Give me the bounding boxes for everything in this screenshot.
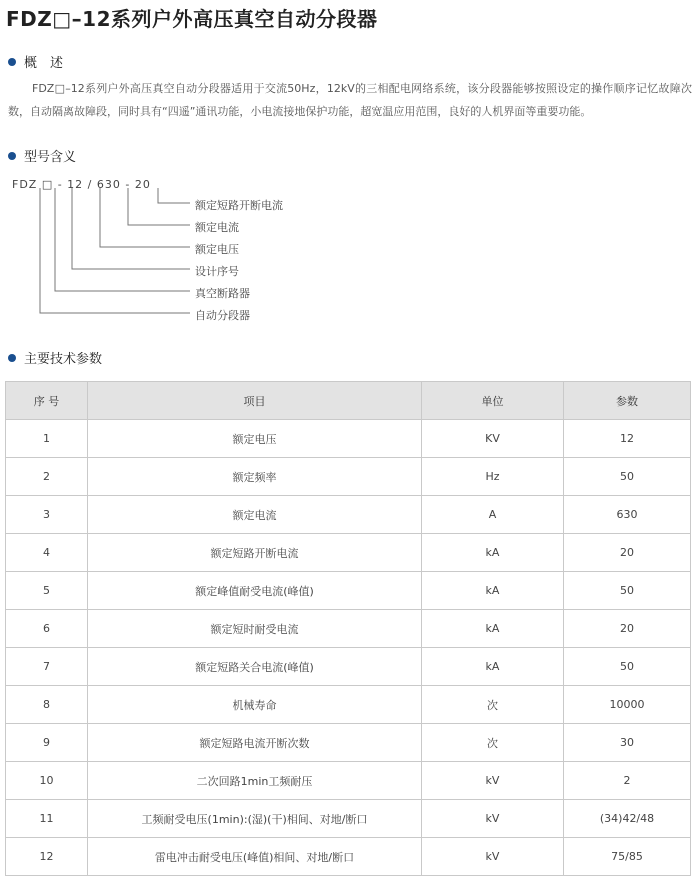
table-row [6, 724, 691, 762]
cell-unit: kV [422, 762, 564, 800]
cell-index: 12 [6, 838, 88, 876]
cell-unit: A [422, 496, 564, 534]
table-row [6, 800, 691, 838]
model-line [158, 188, 190, 203]
cell-item: 机械寿命 [88, 686, 422, 724]
cell-unit: 次 [422, 686, 564, 724]
cell-value: 30 [564, 724, 691, 762]
cell-index: 8 [6, 686, 88, 724]
cell-value: 50 [564, 572, 691, 610]
col-header-unit: 单位 [422, 382, 564, 420]
model-label: 额定电流 [195, 221, 239, 234]
bullet-icon [8, 354, 16, 362]
params-heading-text: 主要技术参数 [24, 352, 103, 367]
cell-item: 工频耐受电压(1min):(湿)(干)相间、对地/断口 [88, 800, 422, 838]
cell-index: 2 [6, 458, 88, 496]
bullet-icon [8, 152, 16, 160]
model-line [100, 188, 190, 247]
cell-value: (34)42/48 [564, 800, 691, 838]
model-diagram-lines [0, 185, 200, 325]
cell-unit: Hz [422, 458, 564, 496]
cell-index: 10 [6, 762, 88, 800]
section-model-heading [8, 146, 76, 165]
cell-unit: kA [422, 610, 564, 648]
cell-item: 额定峰值耐受电流(峰值) [88, 572, 422, 610]
section-overview-heading [8, 52, 63, 71]
bullet-icon [8, 58, 16, 66]
model-line [128, 188, 190, 225]
page-title: FDZ□–12系列户外高压真空自动分段器 [6, 7, 378, 31]
model-label: 设计序号 [195, 265, 239, 278]
cell-index: 7 [6, 648, 88, 686]
cell-item: 额定短路开断电流 [88, 534, 422, 572]
model-code: FDZ □ - 12 / 630 - 20 [12, 178, 151, 191]
overview-text: FDZ□–12系列户外高压真空自动分段器适用于交流50Hz，12kV的三相配电网络系统，该分段器能够按照设定的操作顺序记忆故障次数，自动隔离故障段，同时具有“四遥”通讯功能，小电流接地保护功能，超宽温应用范围，良好的人机界面等重要功能。 [8, 82, 692, 118]
table-row [6, 420, 691, 458]
cell-item: 额定电压 [88, 420, 422, 458]
cell-item: 额定短路电流开断次数 [88, 724, 422, 762]
cell-index: 6 [6, 610, 88, 648]
cell-value: 50 [564, 458, 691, 496]
cell-index: 3 [6, 496, 88, 534]
cell-value: 20 [564, 610, 691, 648]
cell-value: 2 [564, 762, 691, 800]
section-params-heading [8, 348, 102, 367]
cell-item: 额定短时耐受电流 [88, 610, 422, 648]
cell-index: 5 [6, 572, 88, 610]
cell-index: 11 [6, 800, 88, 838]
cell-item: 额定频率 [88, 458, 422, 496]
table-row [6, 838, 691, 876]
cell-unit: kA [422, 648, 564, 686]
table-row [6, 572, 691, 610]
table-row [6, 648, 691, 686]
cell-unit: 次 [422, 724, 564, 762]
table-row [6, 458, 691, 496]
cell-index: 1 [6, 420, 88, 458]
table-row [6, 762, 691, 800]
model-label: 自动分段器 [195, 309, 250, 322]
cell-value: 12 [564, 420, 691, 458]
model-label: 真空断路器 [195, 287, 250, 300]
cell-unit: kV [422, 838, 564, 876]
cell-unit: KV [422, 420, 564, 458]
cell-value: 630 [564, 496, 691, 534]
cell-unit: kA [422, 534, 564, 572]
col-header-value: 参数 [564, 382, 691, 420]
table-row [6, 534, 691, 572]
cell-item: 额定短路关合电流(峰值) [88, 648, 422, 686]
cell-value: 10000 [564, 686, 691, 724]
col-header-index: 序 号 [6, 382, 88, 420]
table-header-row [6, 382, 691, 420]
cell-value: 75/85 [564, 838, 691, 876]
table-row [6, 686, 691, 724]
cell-index: 9 [6, 724, 88, 762]
params-table [5, 381, 691, 876]
table-row [6, 610, 691, 648]
table-row [6, 496, 691, 534]
cell-index: 4 [6, 534, 88, 572]
col-header-item: 项目 [88, 382, 422, 420]
cell-unit: kV [422, 800, 564, 838]
model-line [40, 188, 190, 313]
overview-heading-text: 概 述 [24, 56, 64, 71]
cell-item: 二次回路1min工频耐压 [88, 762, 422, 800]
cell-value: 20 [564, 534, 691, 572]
cell-item: 雷电冲击耐受电压(峰值)相间、对地/断口 [88, 838, 422, 876]
cell-value: 50 [564, 648, 691, 686]
model-label: 额定短路开断电流 [195, 199, 283, 212]
model-line [72, 188, 190, 269]
model-label: 额定电压 [195, 243, 239, 256]
cell-item: 额定电流 [88, 496, 422, 534]
model-heading-text: 型号含义 [24, 150, 77, 165]
cell-unit: kA [422, 572, 564, 610]
